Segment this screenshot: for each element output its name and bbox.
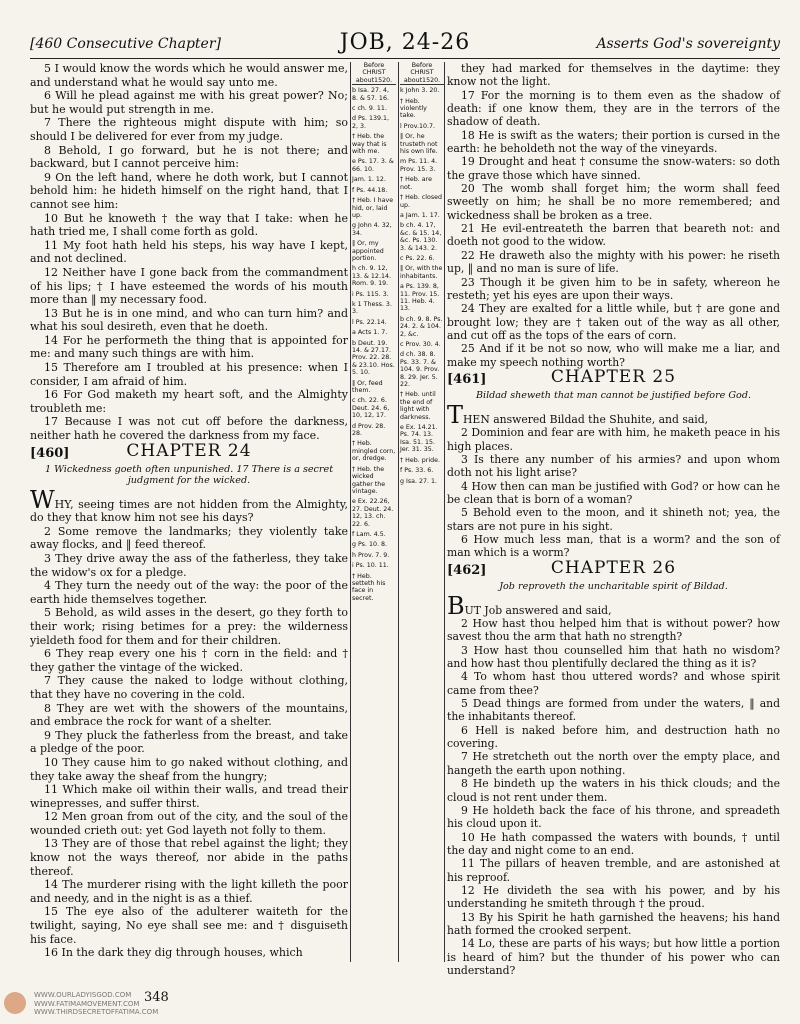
cross-reference: d ch. 38. 8. Ps. 33. 7. & 104. 9. Prov. 8. 29. Jer. 5. 22. <box>400 351 440 389</box>
cross-reference: c ch. 9. 11. <box>352 105 387 113</box>
verse: 8 He bindeth up the waters in his thick clouds; and the cloud is not rent under them. <box>447 777 780 804</box>
drop-cap: B <box>447 591 465 620</box>
cross-reference: ‖ Or, with the inhabitants. <box>400 265 443 280</box>
verse: 7 There the righteous might dispute with him; so should I be delivered for ever from my judge. <box>30 116 348 143</box>
cross-reference: f Lam. 4.5. <box>352 530 386 538</box>
left-text-column <box>30 62 348 960</box>
chapter-title: CHAPTER 26 <box>550 557 677 578</box>
cross-reference: k 1 Thess. 3. 3. <box>352 300 392 316</box>
verse: 13 But he is in one mind, and who can turn him? and what his soul desireth, even that he doeth. <box>30 306 348 334</box>
column-rule <box>444 62 445 962</box>
verse: 5 Behold, as wild asses in the desert, go they forth to their work; rising betimes for a prey: the wilderness yieldeth food for them and for their children. <box>30 606 348 647</box>
cross-reference: c Prov. 30. 4. <box>400 341 441 348</box>
verse: 21 He evil-entreateth the barren that beareth not: and doeth not good to the widow. <box>447 222 780 249</box>
footer-links <box>34 991 158 1017</box>
verse: 17 For the morning is to them even as the shadow of death: if one know them, they are in the terrors of the shadow of death. <box>447 88 780 129</box>
margin-date-header: Before CHRIST about1520. <box>352 62 396 85</box>
cross-reference: † Heb. are not. <box>400 176 432 191</box>
verse: 22 He draweth also the mighty with his power: he riseth up, ‖ and no man is sure of life. <box>447 248 780 276</box>
margin-date-header: Before CHRIST about1520. <box>400 62 444 85</box>
verse: 17 Because I was not cut off before the darkness, neither hath he covered the darkness from my face. <box>30 415 348 443</box>
chapter-summary: Job reproveth the uncharitable spirit of Bildad. <box>499 580 728 592</box>
cross-reference: † Heb. mingled corn, or, dredge. <box>352 440 396 463</box>
cross-reference: † Heb. pride. <box>400 456 440 464</box>
verse: 10 But he knoweth † the way that I take: when he hath tried me, I shall come forth as gold. <box>30 211 348 239</box>
verse: 11 The pillars of heaven tremble, and are astonished at his reproof. <box>447 857 780 884</box>
verse: 14 Lo, these are parts of his ways; but how little a portion is heard of him? but the thunder of his power who can understand? <box>447 937 780 977</box>
chapter-title: CHAPTER 24 <box>126 440 252 461</box>
verse: 13 They are of those that rebel against the light; they know not the ways thereof, nor abide in the paths thereof. <box>30 837 348 878</box>
cross-reference: m Ps. 11. 4. Prov. 15. 3. <box>400 158 438 173</box>
cross-reference: † Heb. I have hid, or, laid up. <box>352 197 394 219</box>
margin-references-right <box>400 62 444 962</box>
verse: 9 They pluck the fatherless from the breast, and take a pledge of the poor. <box>30 728 348 756</box>
verse: 11 Which make oil within their walls, and tread their winepresses, and suffer thirst. <box>30 783 348 810</box>
verse-text: HY, seeing times are not hidden from the Almighty, do they that know him not see his days? <box>30 497 348 525</box>
cross-reference: † Heb. setteth his face in secret. <box>352 572 386 602</box>
page-title: JOB, 24-26 <box>339 30 471 55</box>
cross-reference: e Ps. 17. 3. & 66. 10. <box>352 158 394 173</box>
verse: 2 How hast thou helped him that is without power? how savest thou the arm that hath no strength? <box>447 617 780 644</box>
chapter-heading-24 <box>30 440 348 463</box>
cross-reference: l Prov.10.7. <box>400 122 436 130</box>
cross-reference: f Ps. 33. 6. <box>400 467 434 475</box>
verse: 6 How much less man, that is a worm? and the son of man which is a worm? <box>447 533 780 560</box>
verse-text: HEN answered Bildad the Shuhite, and said, <box>463 412 709 426</box>
verse: 4 To whom hast thou uttered words? and whose spirit came from thee? <box>447 670 780 697</box>
cross-reference: ‖ Or, he trusteth not his own life. <box>400 133 438 156</box>
drop-cap: W <box>30 485 55 514</box>
chapter-title: CHAPTER 25 <box>550 366 677 387</box>
cross-reference: g Ps. 10. 8. <box>352 541 387 549</box>
cross-reference: a Ps. 139. 8, 11. Prov. 15. 11. Heb. 4. 13. <box>400 283 440 313</box>
verse-text: UT Job answered and said, <box>464 603 612 617</box>
verse <box>30 485 348 525</box>
verse: 18 He is swift as the waters; their portion is cursed in the earth: he beholdeth not the way of the vineyards. <box>447 128 780 156</box>
verse: 15 The eye also of the adulterer waiteth for the twilight, saying, No eye shall see me: and † disguiseth his face. <box>30 905 348 946</box>
verse: 9 He holdeth back the face of his throne, and spreadeth his cloud upon it. <box>447 803 780 831</box>
verse: 5 I would know the words which he would answer me, and understand what he would say unto me. <box>30 62 348 89</box>
consecutive-chapter-label: [460 Consecutive Chapter] <box>30 36 221 52</box>
chapter-number: [460] <box>30 445 70 461</box>
footer-link[interactable]: WWW.THIRDSECRETOFFATIMA.COM <box>34 1008 159 1017</box>
cross-reference: ‖ Or, my appointed portion. <box>352 240 384 262</box>
page-header <box>30 30 780 59</box>
verse: they had marked for themselves in the daytime: they know not the light. <box>447 62 780 89</box>
cross-reference: a Acts 1. 7. <box>352 329 388 337</box>
column-rule <box>398 62 399 962</box>
verse: 5 Behold even to the moon, and it shineth not; yea, the stars are not pure in his sight. <box>447 506 780 533</box>
verse: 4 How then can man be justified with God? or how can he be clean that is born of a woman? <box>447 479 780 506</box>
chapter-summary: 1 Wickedness goeth often unpunished. 17 There is a secret judgment for the wicked. <box>44 463 334 486</box>
verse: 12 Neither have I gone back from the commandment of his lips; † I have esteemed the words of his mouth more than ‖ my necessary food. <box>30 265 348 307</box>
cross-reference: ‖ Or, feed them. <box>352 379 383 395</box>
page-number: 348 <box>144 990 169 1005</box>
footer-link[interactable]: WWW.FATIMAMOVEMENT.COM <box>34 999 140 1008</box>
cross-reference: b Isa. 27. 4, 8. & 57. 16. <box>352 87 390 102</box>
cross-reference: † Heb. closed up. <box>400 194 442 209</box>
cross-reference: b Deut. 19. 14. & 27.17. Prov. 22. 28. & 23.10. Hos. 5. 10. <box>352 339 395 377</box>
verse: 5 Dead things are formed from under the waters, ‖ and the inhabitants thereof. <box>447 697 780 724</box>
verse: 11 My foot hath held his steps, his way have I kept, and not declined. <box>30 238 348 266</box>
cross-reference: k John 3. 20. <box>400 87 440 95</box>
verse: 3 Is there any number of his armies? and upon whom doth not his light arise? <box>447 452 780 480</box>
chapter-heading-25 <box>447 366 780 389</box>
seal-logo <box>4 992 26 1014</box>
verse: 6 They reap every one his † corn in the field: and † they gather the vintage of the wicked. <box>30 647 348 674</box>
verse: 19 Drought and heat † consume the snow-waters: so doth the grave those which have sinned. <box>447 155 780 182</box>
verse: 3 How hast thou counselled him that hath no wisdom? and how hast thou plentifully declared the thing as it is? <box>447 643 780 671</box>
verse: 7 He stretcheth out the north over the empty place, and hangeth the earth upon nothing. <box>447 750 780 777</box>
cross-reference: l Ps. 22.14. <box>352 318 387 326</box>
verse: 12 He divideth the sea with his power, and by his understanding he smiteth through † the proud. <box>447 883 780 911</box>
verse: 20 The womb shall forget him; the worm shall feed sweetly on him; he shall be no more remembered; and wickedness shall be broken as a tree. <box>447 182 780 222</box>
cross-reference: e Ex. 22.26, 27. Deut. 24. 12, 13. ch. 22. 6. <box>352 498 394 528</box>
verse: 10 He hath compassed the waters with bounds, † until the day and night come to an end. <box>447 830 780 857</box>
verse: 10 They cause him to go naked without clothing, and they take away the sheaf from the hungry; <box>30 755 348 783</box>
cross-reference: Jam. 1. 12. <box>352 176 386 184</box>
column-rule <box>350 62 351 962</box>
cross-reference: i Ps. 115. 3. <box>352 290 389 298</box>
cross-reference: h ch. 9. 12, 13. & 12.14. Rom. 9. 19. <box>352 265 391 288</box>
cross-reference: d Ps. 139.1, 2, 3. <box>352 115 389 130</box>
verse: 4 They turn the needy out of the way: the poor of the earth hide themselves together. <box>30 579 348 606</box>
verse: 7 They cause the naked to lodge without clothing, that they have no covering in the cold. <box>30 674 348 701</box>
cross-reference: d Prov. 28. 28. <box>352 422 386 438</box>
cross-reference: b ch. 9. 8. Ps. 24. 2. & 104. 2, &c. <box>400 315 443 338</box>
verse: 16 In the dark they dig through houses, which <box>44 946 303 960</box>
verse: 16 For God maketh my heart soft, and the Almighty troubleth me: <box>30 388 348 415</box>
cross-reference: f Ps. 44.18. <box>352 186 388 194</box>
chapter-heading-26 <box>447 557 780 580</box>
cross-reference: g John 4. 32, 34. <box>352 222 392 237</box>
chapter-summary: Bildad sheweth that man cannot be justified before God. <box>475 389 752 401</box>
verse: 3 They drive away the ass of the fatherless, they take the widow's ox for a pledge. <box>30 552 348 579</box>
verse: 2 Some remove the landmarks; they violently take away flocks, and ‖ feed thereof. <box>30 524 348 552</box>
chapter-number: [462] <box>447 562 487 578</box>
cross-reference: e Ex. 14.21. Ps. 74. 13. Isa. 51. 15. Jer. 31. 35. <box>400 424 438 454</box>
margin-references-left <box>352 62 396 962</box>
verse: 25 And if it be not so now, who will make me a liar, and make my speech nothing worth? <box>447 342 780 369</box>
right-text-column <box>447 62 780 977</box>
cross-reference: i Ps. 10. 11. <box>352 562 389 570</box>
verse: 8 They are wet with the showers of the mountains, and embrace the rock for want of a shelter. <box>30 701 348 729</box>
verse <box>447 400 780 429</box>
verse: 8 Behold, I go forward, but he is not there; and backward, but I cannot perceive him: <box>30 143 348 171</box>
cross-reference: † Heb. until the end of light with darkness. <box>400 391 436 421</box>
cross-reference: c Ps. 22. 6. <box>400 254 435 262</box>
verse: 14 For he performeth the thing that is appointed for me: and many such things are with him. <box>30 333 348 361</box>
verse: 23 Though it be given him to be in safety, whereon he resteth; yet his eyes are upon their ways. <box>447 275 780 302</box>
cross-reference: g Isa. 27. 1. <box>400 477 438 485</box>
verse: 15 Therefore am I troubled at his presence: when I consider, I am afraid of him. <box>30 361 348 388</box>
cross-reference: † Heb. the wicked gather the vintage. <box>352 465 386 495</box>
cross-reference: c ch. 22. 6. Deut. 24. 6, 10, 12, 17. <box>352 397 390 420</box>
verse: 14 The murderer rising with the light killeth the poor and needy, and in the night is as a thief. <box>30 878 348 905</box>
verse: 2 Dominion and fear are with him, he maketh peace in his high places. <box>447 426 780 453</box>
verse <box>447 591 780 620</box>
verse: 6 Hell is naked before him, and destruction hath no covering. <box>447 723 780 751</box>
verse: 9 On the left hand, where he doth work, but I cannot behold him: he hideth himself on the right hand, that I cannot see him: <box>30 170 348 211</box>
chapter-number: [461] <box>447 371 487 387</box>
cross-reference: h Prov. 7. 9. <box>352 551 390 559</box>
cross-reference: † Heb. violently take. <box>400 97 427 120</box>
cross-reference: † Heb. the way that is with me. <box>352 133 387 156</box>
verse: 24 They are exalted for a little while, but † are gone and brought low; they are † taken out of the way as all other, and cut off as the tops of the ears of corn. <box>447 302 780 342</box>
running-head: Asserts God's sovereignty <box>596 36 780 52</box>
drop-cap: T <box>447 400 464 429</box>
cross-reference: b ch. 4. 17, &c. & 15. 14, &c. Ps. 130. 3. & 143. 2. <box>400 222 442 252</box>
footer-link[interactable]: WWW.OURLADYISGOD.COM <box>34 991 132 999</box>
verse: 13 By his Spirit he hath garnished the heavens; his hand hath formed the crooked serpent. <box>447 910 780 937</box>
cross-reference: a Jam. 1. 17. <box>400 211 440 219</box>
verse: 6 Will he plead against me with his great power? No; but he would put strength in me. <box>30 89 348 116</box>
verse: 12 Men groan from out of the city, and the soul of the wounded crieth out: yet God layeth not folly to them. <box>30 810 348 837</box>
